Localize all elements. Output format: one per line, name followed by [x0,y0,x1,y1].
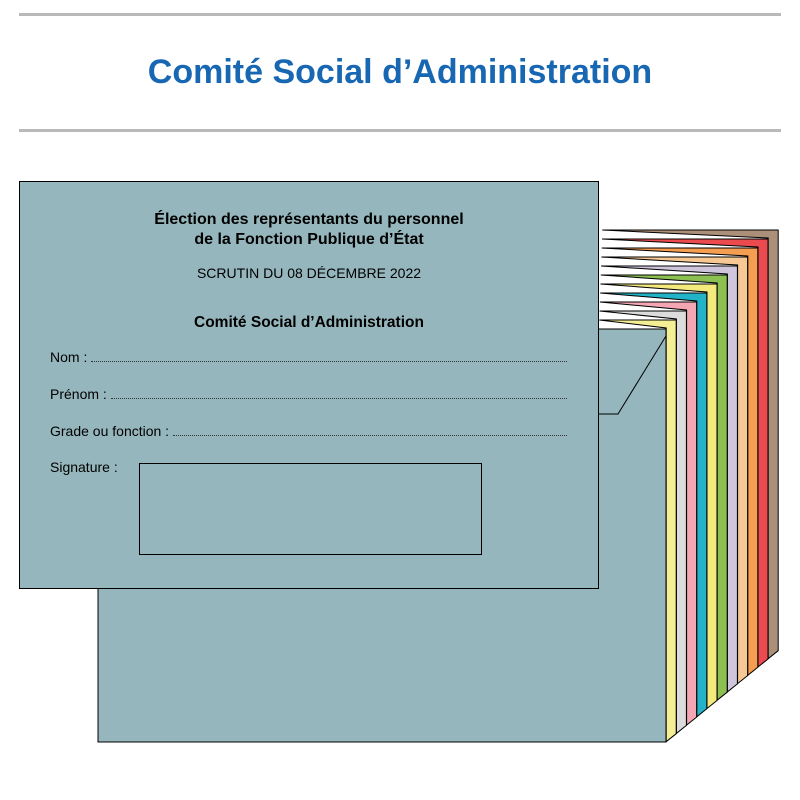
prenom-dotted-line [111,397,567,399]
election-title-line-2: de la Fonction Publique d’État [194,231,424,248]
nom-label: Nom : [50,349,88,365]
signature-box[interactable] [139,463,482,555]
grade-label: Grade ou fonction : [50,423,170,439]
election-date: SCRUTIN DU 08 DÉCEMBRE 2022 [196,265,422,281]
prenom-label: Prénom : [50,386,107,402]
ballot-card [19,181,599,589]
nom-field[interactable] [50,346,567,366]
grade-field[interactable] [50,420,567,440]
signature-label: Signature : [50,459,118,475]
page-title: Comité Social d’Administration [147,53,653,91]
nom-dotted-line [91,360,567,362]
prenom-field[interactable] [50,383,567,403]
election-title-line-1: Élection des représentants du personnel [154,211,464,228]
election-title [20,210,598,250]
grade-dotted-line [173,434,567,436]
committee-name: Comité Social d’Administration [194,314,424,331]
